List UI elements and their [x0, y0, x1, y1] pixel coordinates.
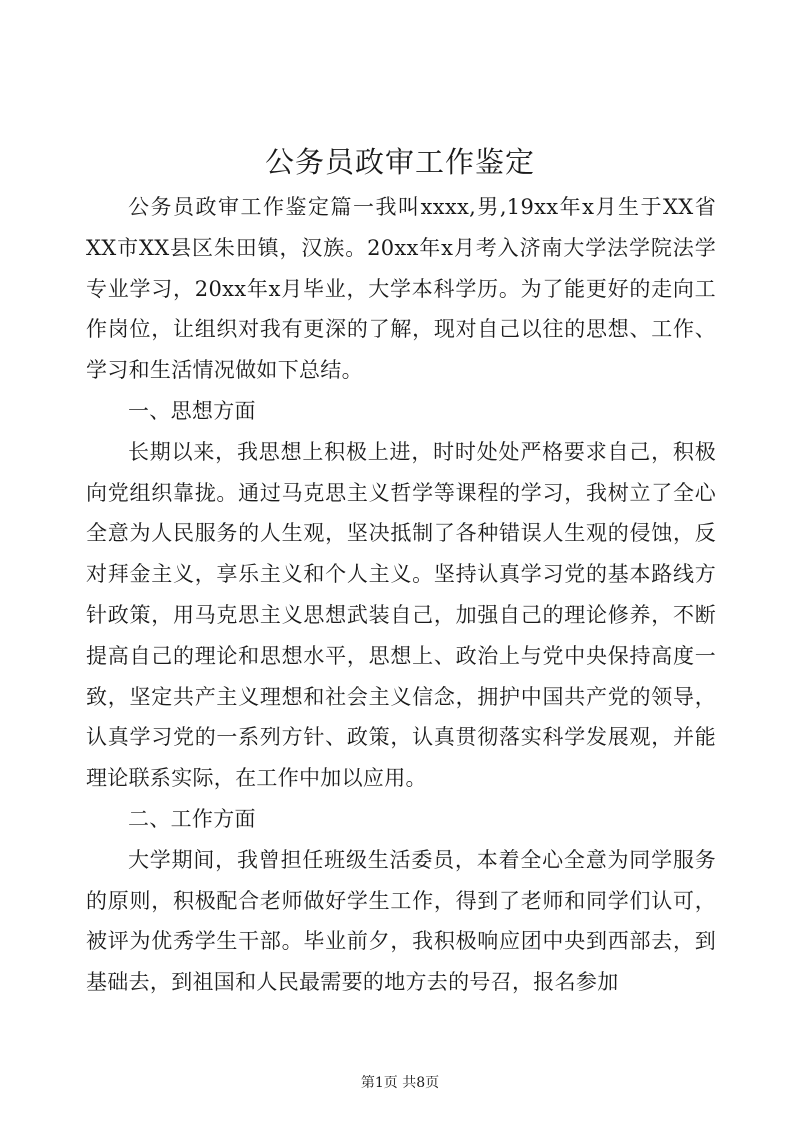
- section-heading-work: 二、工作方面: [128, 806, 256, 831]
- paragraph-work: 大学期间，我曾担任班级生活委员，本着全心全意为同学服务的原则，积极配合老师做好学生工作，得到了老师和同学们认可，被评为优秀学生干部。毕业前夕，我积极响应团中央到西部去，到基础去，到祖国和人民最需要的地方去的号召，报名参加: [86, 847, 716, 995]
- document-body: [86, 187, 716, 1003]
- section-heading-thought: 一、思想方面: [128, 398, 256, 423]
- paragraph-thought: 长期以来，我思想上积极上进，时时处处严格要求自己，积极向党组织靠拢。通过马克思主义哲学等课程的学习，我树立了全心全意为人民服务的人生观，坚决抵制了各种错误人生观的侵蚀，反对拜金主义，享乐主义和个人主义。坚持认真学习党的基本路线方针政策，用马克思主义思想武装自己，加强自己的理论修养，不断提高自己的理论和思想水平，思想上、政治上与党中央保持高度一致，坚定共产主义理想和社会主义信念，拥护中国共产党的领导，认真学习党的一系列方针、政策，认真贯彻落实科学发展观，并能理论联系实际，在工作中加以应用。: [86, 439, 716, 791]
- paragraph-intro: 公务员政审工作鉴定篇一我叫xxxx,男,19xx年x月生于XX省XX市XX县区朱田镇，汉族。20xx年x月考入济南大学法学院法学专业学习，20xx年x月毕业，大学本科学历。为了能更好的走向工作岗位，让组织对我有更深的了解，现对自己以往的思想、工作、学习和生活情况做如下总结。: [86, 195, 716, 383]
- page-footer: 第1页 共8页: [360, 1075, 440, 1091]
- document-title: 公务员政审工作鉴定: [264, 145, 535, 179]
